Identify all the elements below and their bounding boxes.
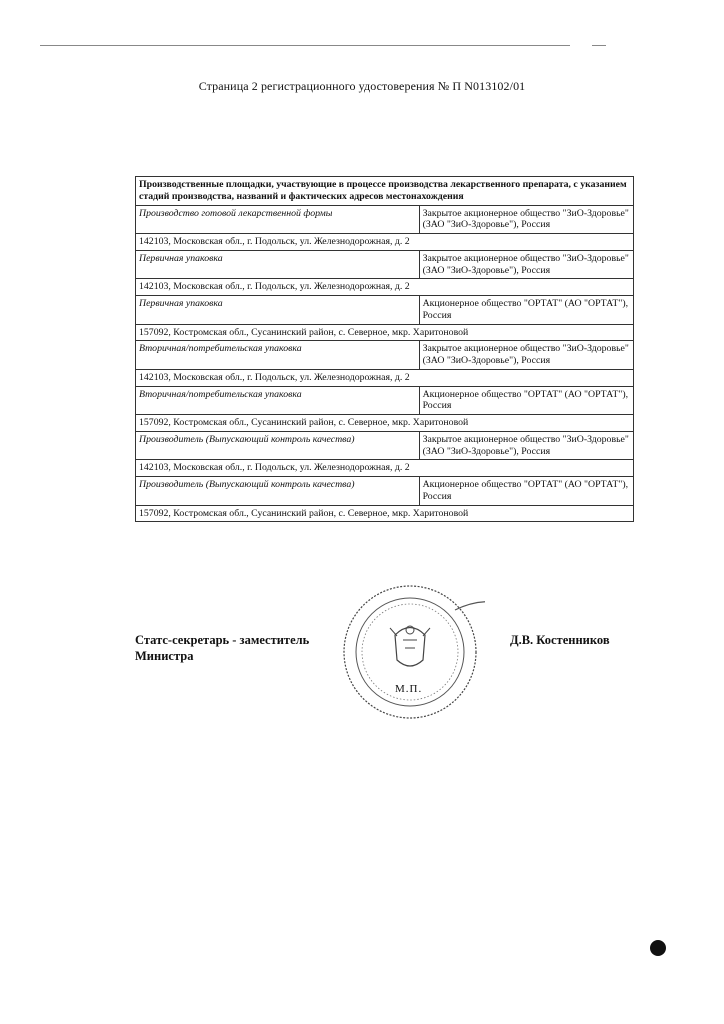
table-row [136, 234, 634, 251]
page-title: Страница 2 регистрационного удостоверения № П N013102/01 [198, 79, 526, 93]
punch-hole-dot [650, 940, 666, 956]
production-stage: Первичная упаковка [136, 250, 420, 279]
site-address: 157092, Костромская обл., Сусанинский район, с. Северное, мкр. Харитоновой [136, 505, 634, 522]
site-address: 142103, Московская обл., г. Подольск, ул. Железнодорожная, д. 2 [136, 279, 634, 296]
production-stage: Первичная упаковка [136, 296, 420, 325]
table-heading-row [136, 177, 634, 206]
organization-name: Закрытое акционерное общество "ЗиО-Здоровье" (ЗАО "ЗиО-Здоровье"), Россия [419, 250, 633, 279]
table-row [136, 477, 634, 506]
signatory-title-line1: Статс-секретарь - заместитель [135, 633, 310, 647]
table-row [136, 505, 634, 522]
organization-name: Закрытое акционерное общество "ЗиО-Здоровье" (ЗАО "ЗиО-Здоровье"), Россия [419, 341, 633, 370]
site-address: 142103, Московская обл., г. Подольск, ул. Железнодорожная, д. 2 [136, 369, 634, 386]
organization-name: Закрытое акционерное общество "ЗиО-Здоровье" (ЗАО "ЗиО-Здоровье"), Россия [419, 205, 633, 234]
production-stage: Производство готовой лекарственной формы [136, 205, 420, 234]
table-row [136, 431, 634, 460]
production-sites-table [135, 176, 634, 522]
table-row [136, 250, 634, 279]
table-row [136, 369, 634, 386]
official-seal-icon [335, 580, 485, 725]
top-rule [40, 45, 570, 46]
signatory-title [135, 633, 309, 664]
table-row [136, 324, 634, 341]
table-row [136, 341, 634, 370]
table-row [136, 296, 634, 325]
production-stage: Вторичная/потребительская упаковка [136, 341, 420, 370]
table-row [136, 386, 634, 415]
organization-name: Закрытое акционерное общество "ЗиО-Здоровье" (ЗАО "ЗиО-Здоровье"), Россия [419, 431, 633, 460]
organization-name: Акционерное общество "ОРТАТ" (АО "ОРТАТ"), Россия [419, 296, 633, 325]
stamp-mp-label: М.П. [395, 683, 423, 695]
table-row [136, 460, 634, 477]
site-address: 142103, Московская обл., г. Подольск, ул. Железнодорожная, д. 2 [136, 234, 634, 251]
table-row [136, 415, 634, 432]
signatory-name: Д.В. Костенников [510, 633, 610, 647]
production-stage: Производитель (Выпускающий контроль качества) [136, 431, 420, 460]
site-address: 157092, Костромская обл., Сусанинский район, с. Северное, мкр. Харитоновой [136, 415, 634, 432]
organization-name: Акционерное общество "ОРТАТ" (АО "ОРТАТ"), Россия [419, 477, 633, 506]
signatory-title-line2: Министра [135, 648, 194, 663]
production-stage: Вторичная/потребительская упаковка [136, 386, 420, 415]
table-row [136, 279, 634, 296]
table-row [136, 205, 634, 234]
table-heading: Производственные площадки, участвующие в процессе производства лекарственного препарата, с указанием стадий производства, названий и фактических адресов местонахождения [136, 177, 634, 206]
top-rule-fragment [592, 45, 606, 46]
site-address: 142103, Московская обл., г. Подольск, ул. Железнодорожная, д. 2 [136, 460, 634, 477]
site-address: 157092, Костромская обл., Сусанинский район, с. Северное, мкр. Харитоновой [136, 324, 634, 341]
organization-name: Акционерное общество "ОРТАТ" (АО "ОРТАТ"), Россия [419, 386, 633, 415]
production-stage: Производитель (Выпускающий контроль качества) [136, 477, 420, 506]
